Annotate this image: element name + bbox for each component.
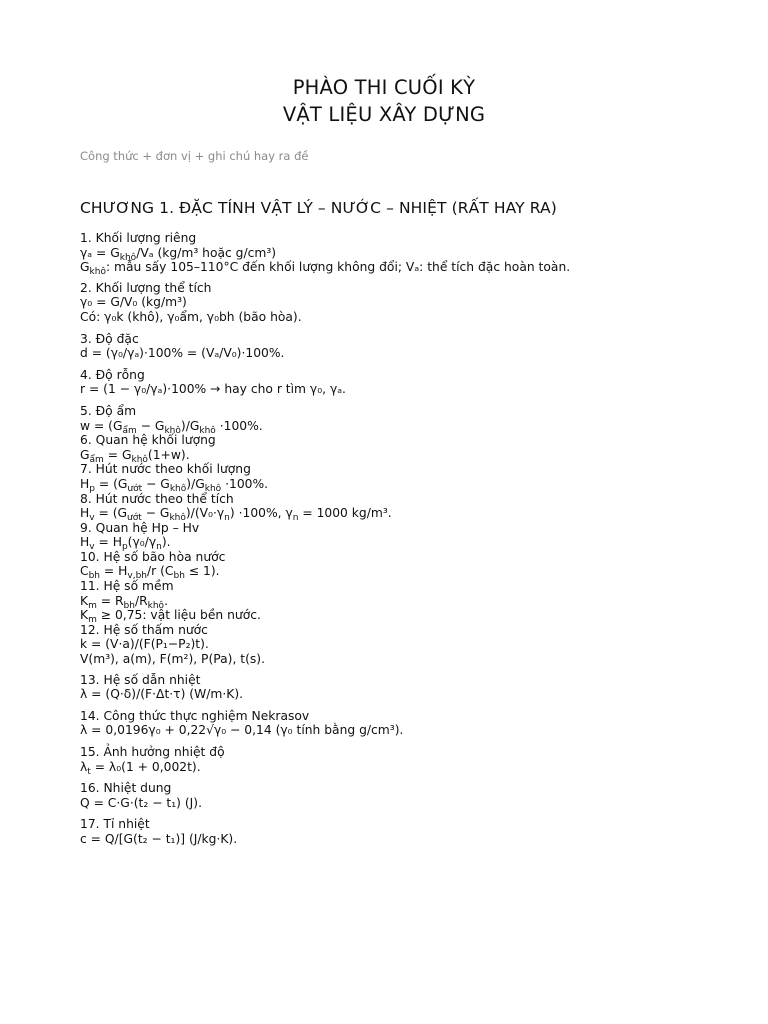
formula-item	[80, 433, 720, 465]
formula-title: 5. Độ ẩm	[80, 403, 137, 418]
formula-title: 15. Ảnh hưởng nhiệt độ	[80, 745, 225, 759]
formula-title: 1. Khối lượng riêng	[80, 231, 197, 245]
formula-item	[80, 817, 720, 846]
formula-item	[80, 781, 720, 810]
formula-item	[80, 231, 720, 278]
formula-line: $C_{bh} = H_{v,bh}/r$ $(C_{bh} \le 1)$.	[80, 564, 220, 582]
formula-item	[80, 579, 720, 626]
formula-item	[80, 462, 720, 494]
page-title: PHÀO THI CUỐI KỲ	[292, 76, 476, 99]
formula-line: $w = (G_{ẩm} - G_{khô})/G_{khô} \cdot 100\%$.	[80, 418, 263, 436]
subscript: v	[89, 542, 95, 553]
formula-line: $H_v = (G_{ướt} - G_{khô})/(V_0\cdot\gamma_n) \cdot 100\%$, $\gamma_n = 1000$ kg/m³.	[80, 506, 392, 524]
formula-item	[80, 745, 720, 777]
subscript: v	[89, 513, 95, 524]
subscript: t	[87, 766, 91, 777]
subscript: khô	[204, 483, 222, 494]
subscript: bh	[173, 571, 185, 582]
subscript: v,bh	[127, 571, 147, 582]
formula-item	[80, 520, 720, 553]
chapter-heading: CHƯƠNG 1. ĐẶC TÍNH VẬT LÝ – NƯỚC – NHIỆT (RẤT HAY RA)	[80, 199, 557, 217]
formula-note: Có: γ₀k (khô), γ₀ẩm, γ₀bh (bão hòa).	[80, 309, 302, 324]
subscript: p	[89, 483, 95, 494]
subscript: ướt	[127, 483, 143, 494]
formula-item	[80, 403, 720, 436]
formula-title: 6. Quan hệ khối lượng	[80, 433, 216, 448]
subscript: bh	[123, 600, 135, 611]
subscript: m	[88, 600, 97, 611]
subscript: khô	[164, 425, 181, 436]
formula-title: 9. Quan hệ Hp – Hv	[80, 520, 200, 535]
formula-line: k = (V·a)/(F(P₁−P₂)t).	[80, 637, 209, 652]
formula-item	[80, 491, 720, 524]
subscript: ướt	[127, 513, 142, 524]
formula-item	[80, 673, 720, 702]
formula-line: $\lambda_t = \lambda_0(1 + 0,002t)$.	[80, 759, 201, 777]
formula-title: 8. Hút nước theo thể tích	[80, 491, 234, 506]
formula-item	[80, 549, 720, 582]
formula-title: 17. Tỉ nhiệt	[80, 817, 150, 832]
formula-line: r = (1 − γ₀/γₐ)·100% → hay cho r tìm γ₀, γₐ.	[80, 382, 346, 397]
formula-title: 3. Độ đặc	[80, 331, 139, 346]
formula-item	[80, 332, 720, 361]
subscript: n	[156, 542, 162, 553]
formula-list	[80, 231, 720, 847]
formula-title: 2. Khối lượng thể tích	[80, 280, 212, 295]
formula-line: c = Q/[G(t₂ − t₁)] (J/kg·K).	[80, 831, 238, 846]
formula-line: Q = C·G·(t₂ − t₁) (J).	[80, 795, 202, 810]
formula-note: $G_{khô}$: mẫu sấy 105–110°C đến khối lượng không đổi; Vₐ: thể tích đặc hoàn toàn.	[80, 260, 571, 278]
subscript: n	[292, 513, 299, 524]
subscript: khô	[169, 483, 187, 494]
formula-title: 16. Nhiệt dung	[80, 781, 172, 796]
page-subtitle: VẬT LIỆU XÂY DỰNG	[282, 103, 486, 126]
subscript: p	[121, 542, 128, 553]
formula-item	[80, 623, 720, 667]
formula-note: $K_m \ge 0,75$: vật liệu bền nước.	[80, 608, 261, 626]
subscript: ẩm	[122, 425, 137, 436]
formula-item	[80, 368, 720, 397]
subscript: khô	[131, 454, 148, 465]
formula-line: $K_m = R_{bh}/R_{khô}$.	[80, 593, 168, 611]
formula-line: $H_p = (G_{ướt} - G_{khô})/G_{khô} \cdot 100\%$.	[80, 476, 269, 494]
formula-line: λ = 0,0196γ₀ + 0,22√γ₀ − 0,14 (γ₀ tính bằng g/cm³).	[80, 723, 404, 738]
subscript: khô	[89, 267, 106, 278]
subscript: khô	[169, 513, 186, 524]
formula-line: d = (γ₀/γₐ)·100% = (Vₐ/V₀)·100%.	[80, 346, 285, 361]
subscript: n	[224, 513, 230, 524]
formula-item	[80, 709, 720, 738]
formula-note: V(m³), a(m), F(m²), P(Pa), t(s).	[80, 652, 266, 667]
formula-title: 12. Hệ số thấm nước	[80, 622, 208, 637]
formula-line: $H_v = H_p(\gamma_0/\gamma_n)$.	[80, 535, 171, 553]
formula-title: 7. Hút nước theo khối lượng	[80, 462, 251, 477]
formula-line: $\gamma_a = G_{khô}/V_a$ (kg/m³ hoặc g/cm³)	[80, 245, 277, 263]
formula-title: 13. Hệ số dẫn nhiệt	[80, 672, 201, 687]
formula-line: $G_{ẩm} = G_{khô}(1+w)$.	[80, 447, 190, 465]
formula-line: γ₀ = G/V₀ (kg/m³)	[80, 295, 187, 310]
subscript: khô	[147, 600, 165, 611]
subscript: m	[88, 615, 97, 626]
subscript: khô	[199, 425, 216, 436]
formula-title: 11. Hệ số mềm	[80, 579, 174, 594]
formula-title: 10. Hệ số bão hòa nước	[80, 549, 226, 564]
formula-title: 4. Độ rỗng	[80, 367, 145, 382]
subscript: bh	[88, 571, 101, 582]
subscript: ẩm	[89, 454, 104, 465]
formula-title: 14. Công thức thực nghiệm Nekrasov	[80, 708, 310, 723]
formula-line: λ = (Q·δ)/(F·Δt·τ) (W/m·K).	[80, 687, 244, 702]
subscript: khô	[119, 252, 137, 263]
header-note: Công thức + đơn vị + ghi chú hay ra đề	[80, 149, 309, 163]
formula-item	[80, 281, 720, 325]
